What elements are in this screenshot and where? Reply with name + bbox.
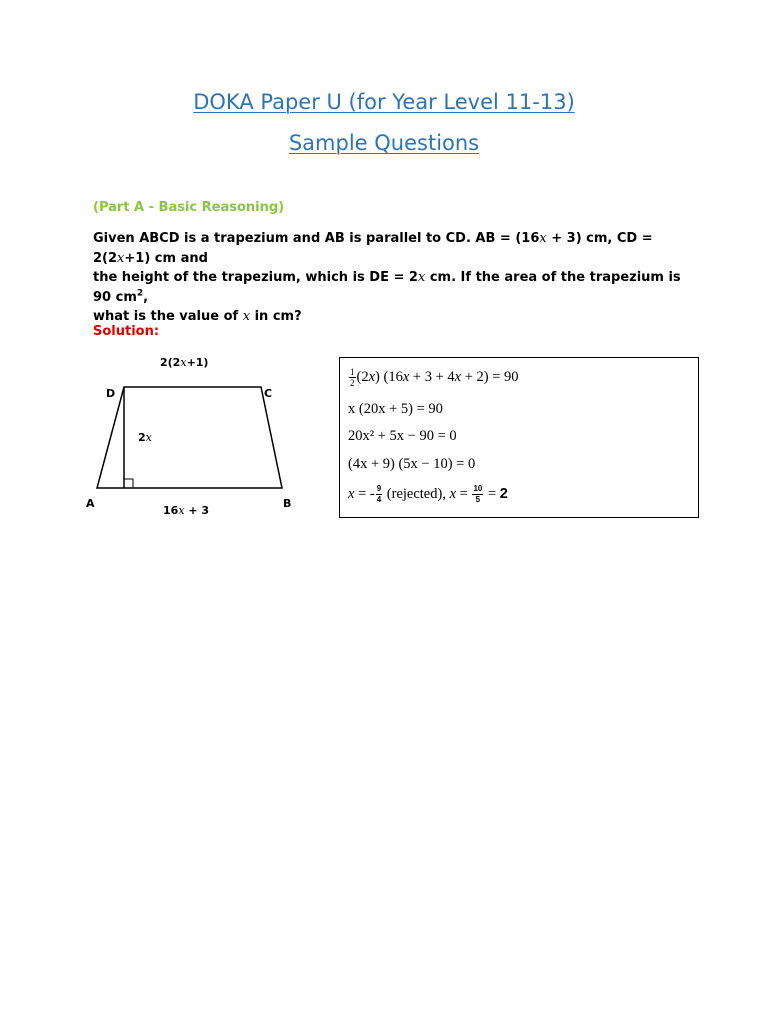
- equation-5: x = - $\frac{9}{4}$ (rejected), x = $\frac{10}{5}$ = 2: [348, 484, 508, 504]
- vertex-a-label: A: [86, 497, 95, 510]
- equation-3: 20x² + 5x − 90 = 0: [348, 428, 457, 444]
- fraction-ten-fifths: $\frac{10}{5}$: [473, 484, 483, 504]
- vertex-c-label: C: [264, 387, 273, 400]
- part-label: (Part A - Basic Reasoning): [93, 200, 285, 215]
- height-label: 2x: [138, 431, 152, 444]
- equation-2: x (20x + 5) = 90: [348, 401, 443, 417]
- fraction-half: $\frac{1}{2}$: [350, 367, 355, 388]
- bottom-side-label: 16x + 3: [163, 504, 210, 517]
- equation-1: $\frac{1}{2}$ (2x) (16x + 3 + 4x + 2) = 90: [350, 367, 519, 388]
- page-title: DOKA Paper U (for Year Level 11-13): [193, 90, 575, 114]
- page-subtitle: Sample Questions: [288, 131, 480, 155]
- top-side-label: 2(2x+1): [160, 356, 209, 369]
- vertex-d-label: D: [106, 387, 116, 400]
- vertex-b-label: B: [283, 497, 292, 510]
- fraction-nine-quarters: $\frac{9}{4}$: [376, 484, 382, 504]
- right-angle-marker: [124, 479, 133, 488]
- working-box: [339, 357, 699, 518]
- final-answer: 2: [499, 485, 508, 502]
- question-text: Given ABCD is a trapezium and AB is parallel to CD. AB = (16x + 3) cm, CD = 2(2x+1) cm and the height of the trapezium, which is DE = 2x cm. If the area of the trapezium is 90 $cm^2$, what is the value of x in cm?: [93, 231, 681, 324]
- equation-4: (4x + 9) (5x − 10) = 0: [348, 456, 476, 472]
- solution-label: Solution:: [93, 324, 160, 339]
